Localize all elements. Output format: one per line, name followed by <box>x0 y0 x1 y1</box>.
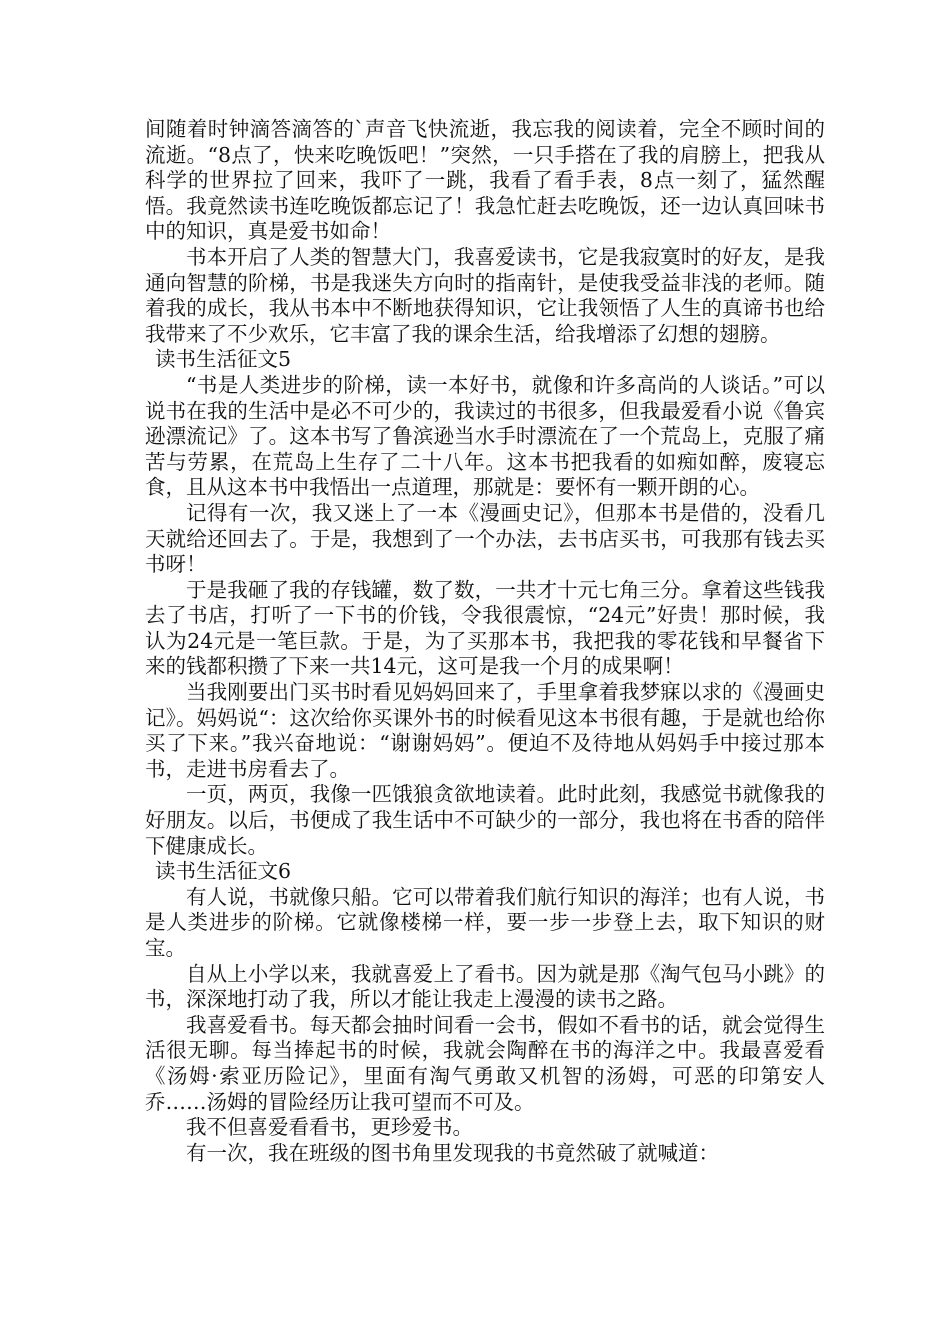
paragraph-9: 自从上小学以来，我就喜爱上了看书。因为就是那《淘气包马小跳》的书，深深地打动了我，所以才能让我走上漫漫的读书之路。 <box>145 961 825 1012</box>
paragraph-8: 有人说，书就像只船。它可以带着我们航行知识的海洋；也有人说，书是人类进步的阶梯。它就像楼梯一样，要一步一步登上去，取下知识的财宝。 <box>145 884 825 960</box>
paragraph-2: 书本开启了人类的智慧大门，我喜爱读书，它是我寂寞时的好友，是我通向智慧的阶梯，书是我迷失方向时的指南针，是使我受益非浅的老师。随着我的成长，我从书本中不断地获得知识，它让我领悟了人生的真谛书也给我带来了不少欢乐，它丰富了我的课余生活，给我增添了幻想的翅膀。 <box>145 244 825 346</box>
paragraph-3: “书是人类进步的阶梯，读一本好书，就像和许多高尚的人谈话。”可以说书在我的生活中是必不可少的，我读过的书很多，但我最爱看小说《鲁宾逊漂流记》了。这本书写了鲁滨逊当水手时漂流在了一个荒岛上，克服了痛苦与劳累，在荒岛上生存了二十八年。这本书把我看的如痴如醉，废寝忘食，且从这本书中我悟出一点道理，那就是：要怀有一颗开朗的心。 <box>145 372 825 500</box>
paragraph-12: 有一次，我在班级的图书角里发现我的书竟然破了就喊道： <box>186 1140 719 1165</box>
paragraph-5: 于是我砸了我的存钱罐，数了数，一共才十元七角三分。拿着这些钱我去了书店，打听了一下书的价钱，令我很震惊，“24元”好贵！那时候，我认为24元是一笔巨款。于是，为了买那本书，我把我的零花钱和早餐省下来的钱都积攒了下来一共14元，这可是我一个月的成果啊！ <box>145 577 825 679</box>
section-heading-5: 读书生活征文5 <box>155 347 292 372</box>
paragraph-7: 一页，两页，我像一匹饿狼贪欲地读着。此时此刻，我感觉书就像我的好朋友。以后，书便成了我生话中不可缺少的一部分，我也将在书香的陪伴下健康成长。 <box>145 782 825 858</box>
paragraph-4: 记得有一次，我又迷上了一本《漫画史记》，但那本书是借的，没看几天就给还回去了。于是，我想到了一个办法，去书店买书，可我那有钱去买书呀！ <box>145 500 825 577</box>
paragraph-1: 间随着时钟滴答滴答的`声音飞快流逝，我忘我的阅读着，完全不顾时间的流逝。“8点了，快来吃晚饭吧！”突然，一只手搭在了我的肩膀上，把我从科学的世界拉了回来，我吓了一跳，我看了看手表，8点一刻了，猛然醒悟。我竟然读书连吃晚饭都忘记了！我急忙赶去吃晚饭，还一边认真回味书中的知识，真是爱书如命！ <box>145 117 825 244</box>
paragraph-11: 我不但喜爱看看书，更珍爱书。 <box>186 1115 473 1140</box>
section-heading-6: 读书生活征文6 <box>155 859 292 884</box>
paragraph-10: 我喜爱看书。每天都会抽时间看一会书，假如不看书的话，就会觉得生活很无聊。每当捧起书的时候，我就会陶醉在书的海洋之中。我最喜爱看《汤姆·索亚历险记》，里面有淘气勇敢又机智的汤姆，可恶的印第安人乔……汤姆的冒险经历让我可望而不可及。 <box>145 1012 825 1114</box>
paragraph-6: 当我刚要出门买书时看见妈妈回来了，手里拿着我梦寐以求的《漫画史记》。妈妈说“：这次给你买课外书的时候看见这本书很有趣，于是就也给你买了下来。”我兴奋地说：“谢谢妈妈”。便迫不及待地从妈妈手中接过那本书，走进书房看去了。 <box>145 680 825 781</box>
document-body <box>145 117 825 1166</box>
